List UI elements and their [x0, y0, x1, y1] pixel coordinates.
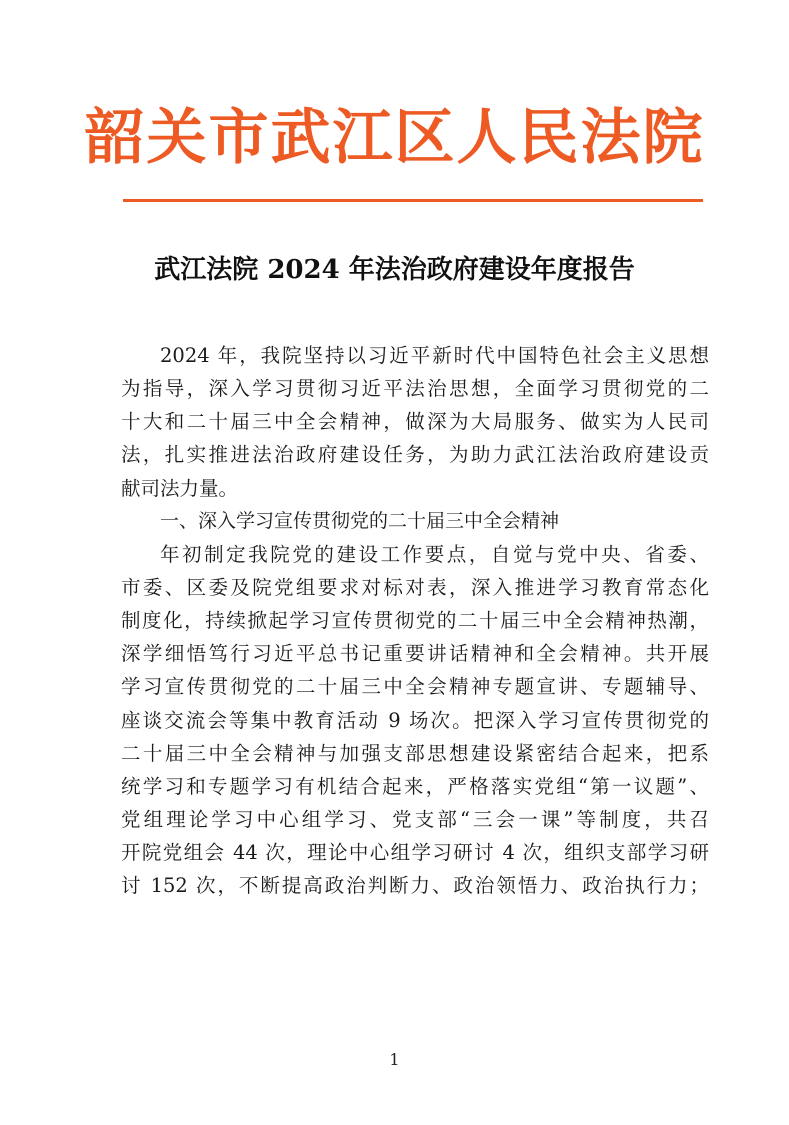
paragraph-line: 二十届三中全会精神与加强支部思想建设紧密结合起来，把系 [121, 741, 709, 765]
paragraph-line: 讨 152 次，不断提高政治判断力、政治领悟力、政治执行力； [121, 874, 709, 898]
report-title: 武江法院 2024 年法治政府建设年度报告 [154, 255, 635, 285]
page-number: 1 [389, 1050, 400, 1069]
paragraph-line: 党组理论学习中心组学习、党支部“三会一课”等制度，共召 [121, 807, 709, 831]
intro-paragraph [121, 339, 709, 505]
paragraph-line: 年初制定我院党的建设工作要点，自觉与党中央、省委、 [160, 542, 709, 566]
paragraph-line: 统学习和专题学习有机结合起来，严格落实党组“第一议题”、 [121, 774, 709, 798]
court-masthead: 韶关市武江区人民法院 [84, 103, 705, 173]
paragraph-line: 十大和二十届三中全会精神，做深为大局服务、做实为人民司 [121, 410, 709, 434]
paragraph-line: 法，扎实推进法治政府建设任务，为助力武江法治政府建设贡 [121, 443, 709, 467]
section1-paragraph [121, 538, 709, 903]
section-heading: 一、深入学习宣传贯彻党的二十届三中全会精神 [160, 509, 560, 532]
paragraph-line: 献司法力量。 [121, 476, 239, 500]
paragraph-line: 市委、区委及院党组要求对标对表，深入推进学习教育常态化 [121, 575, 709, 599]
paragraph-line: 座谈交流会等集中教育活动 9 场次。把深入学习宣传贯彻党的 [121, 708, 709, 732]
paragraph-line: 学习宣传贯彻党的二十届三中全会精神专题宣讲、专题辅导、 [121, 675, 709, 699]
paragraph-line: 制度化，持续掀起学习宣传贯彻党的二十届三中全会精神热潮， [121, 609, 709, 633]
report-body [121, 339, 709, 902]
paragraph-line: 深学细悟笃行习近平总书记重要讲话精神和全会精神。共开展 [121, 642, 709, 666]
paragraph-line: 开院党组会 44 次，理论中心组学习研讨 4 次，组织支部学习研 [121, 841, 709, 865]
paragraph-line: 2024 年，我院坚持以习近平新时代中国特色社会主义思想 [160, 344, 709, 367]
paragraph-line: 为指导，深入学习贯彻习近平法治思想，全面学习贯彻党的二 [121, 377, 709, 401]
masthead-divider [123, 199, 703, 202]
